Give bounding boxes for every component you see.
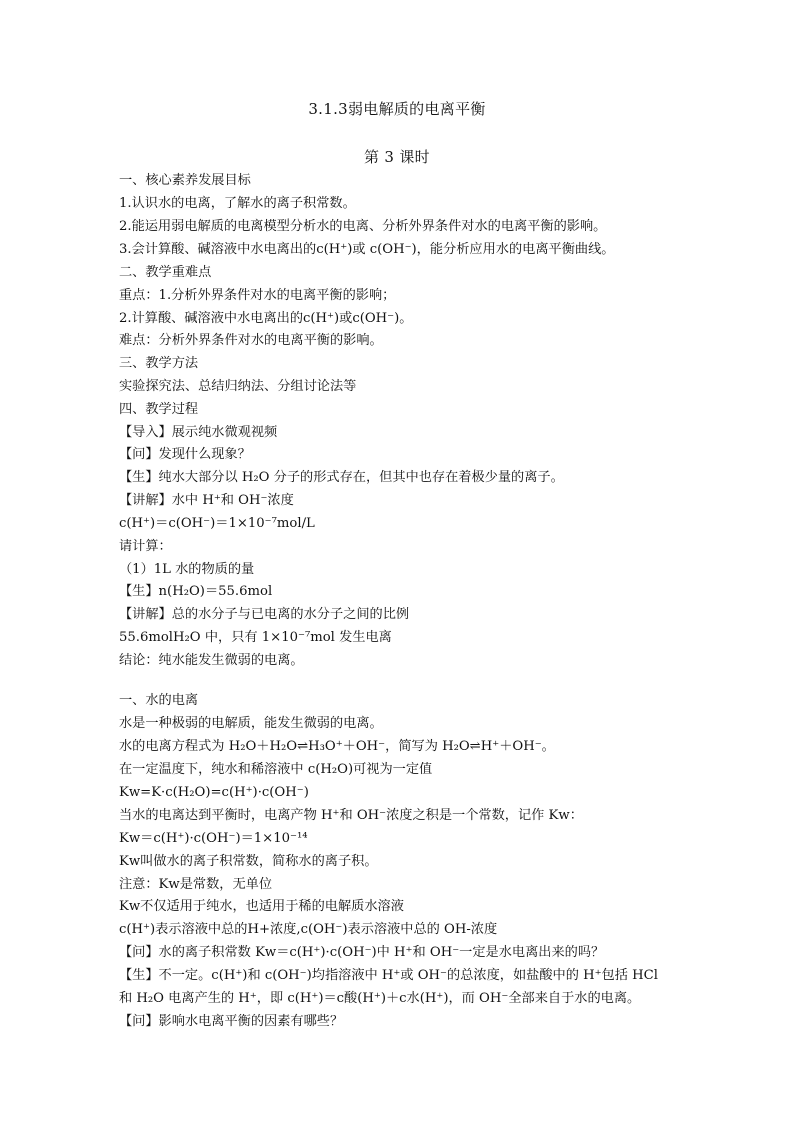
water-line-4: Kw=K·c(H₂O)=c(H⁺)·c(OH⁻) bbox=[119, 785, 309, 800]
water-line-1: 水是一种极弱的电解质，能发生微弱的电离。 bbox=[119, 716, 383, 731]
teaching-methods: 实验探究法、总结归纳法、分组讨论法等 bbox=[119, 379, 357, 394]
water-ionization-heading: 一、水的电离 bbox=[119, 693, 199, 708]
process-answer-2: 【生】n(H₂O)＝55.6mol bbox=[119, 584, 273, 599]
section-heading-key-points: 二、教学重难点 bbox=[119, 265, 212, 280]
process-equation-1: c(H⁺)＝c(OH⁻)＝1×10⁻⁷mol/L bbox=[119, 516, 315, 531]
water-question-1: 【问】水的离子积常数 Kw＝c(H⁺)·c(OH⁻)中 H⁺和 OH⁻一定是水电离出来的吗？ bbox=[119, 945, 605, 960]
process-conclusion: 结论：纯水能发生微弱的电离。 bbox=[119, 653, 304, 668]
water-line-7: Kw叫做水的离子积常数，简称水的离子积。 bbox=[119, 854, 378, 869]
key-point-2: 2.计算酸、碱溶液中水电离出的c(H⁺)或c(OH⁻)。 bbox=[119, 311, 413, 326]
process-calc-prompt: 请计算： bbox=[119, 539, 172, 554]
section-heading-process: 四、教学过程 bbox=[119, 402, 199, 417]
water-line-2: 水的电离方程式为 H₂O＋H₂O⇌H₃O⁺＋OH⁻，简写为 H₂O⇌H⁺＋OH⁻。 bbox=[119, 739, 555, 754]
section-heading-goals: 一、核心素养发展目标 bbox=[119, 173, 251, 188]
section-heading-methods: 三、教学方法 bbox=[119, 356, 199, 371]
water-line-5: 当水的电离达到平衡时，电离产物 H⁺和 OH⁻浓度之积是一个常数，记作 Kw： bbox=[119, 808, 583, 823]
goal-item-3: 3.会计算酸、碱溶液中水电离出的c(H⁺)或 c(OH⁻)，能分析应用水的电离平衡曲线。 bbox=[119, 242, 615, 257]
water-answer-1: 【生】不一定。c(H⁺)和 c(OH⁻)均指溶液中 H⁺或 OH⁻的总浓度，如盐酸中的 H⁺包括 HCl bbox=[119, 968, 658, 983]
process-lecture-2: 【讲解】总的水分子与已电离的水分子之间的比例 bbox=[119, 607, 410, 622]
water-line-8: 注意：Kw是常数，无单位 bbox=[119, 877, 273, 892]
key-point-1: 重点：1.分析外界条件对水的电离平衡的影响； bbox=[119, 288, 396, 303]
process-question-1: 【问】发现什么现象？ bbox=[119, 447, 251, 462]
water-question-2: 【问】影响水电离平衡的因素有哪些？ bbox=[119, 1014, 344, 1029]
goal-item-2: 2.能运用弱电解质的电离模型分析水的电离、分析外界条件对水的电离平衡的影响。 bbox=[119, 219, 607, 234]
process-ratio: 55.6molH₂O 中，只有 1×10⁻⁷mol 发生电离 bbox=[119, 630, 392, 645]
water-line-9: Kw不仅适用于纯水，也适用于稀的电解质水溶液 bbox=[119, 899, 404, 914]
water-line-6: Kw＝c(H⁺)·c(OH⁻)＝1×10⁻¹⁴ bbox=[119, 831, 308, 846]
water-line-10: c(H⁺)表示溶液中总的H+浓度,c(OH⁻)表示溶液中总的 OH-浓度 bbox=[119, 922, 498, 937]
water-line-3: 在一定温度下，纯水和稀溶液中 c(H₂O)可视为一定值 bbox=[119, 762, 433, 777]
process-answer-1: 【生】纯水大部分以 H₂O 分子的形式存在，但其中也存在着极少量的离子。 bbox=[119, 470, 564, 485]
document-subtitle: 第 3 课时 bbox=[364, 148, 430, 166]
goal-item-1: 1.认识水的电离，了解水的离子积常数。 bbox=[119, 196, 356, 211]
document-title: 3.1.3弱电解质的电离平衡 bbox=[308, 100, 486, 118]
difficult-point: 难点：分析外界条件对水的电离平衡的影响。 bbox=[119, 333, 383, 348]
water-answer-1-cont: 和 H₂O 电离产生的 H⁺，即 c(H⁺)＝c酸(H⁺)＋c水(H⁺)，而 OH⁻全部来自于水的电离。 bbox=[119, 991, 641, 1006]
process-intro: 【导入】展示纯水微观视频 bbox=[119, 425, 278, 440]
process-calc-1: （1）1L 水的物质的量 bbox=[119, 562, 255, 577]
process-lecture-1: 【讲解】水中 H⁺和 OH⁻浓度 bbox=[119, 493, 294, 508]
